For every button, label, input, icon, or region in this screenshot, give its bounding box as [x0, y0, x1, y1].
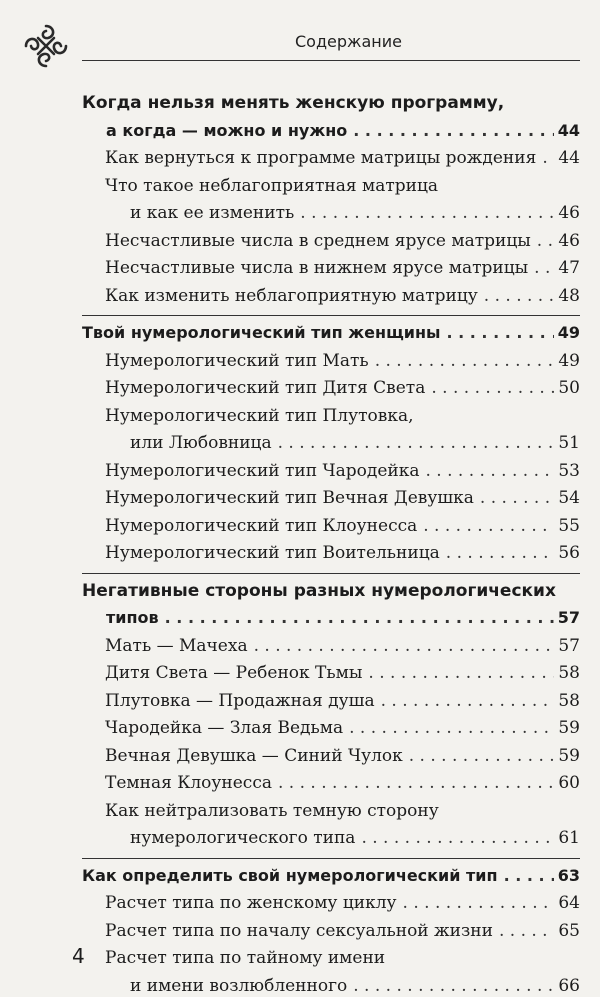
toc-entry: [105, 542, 580, 564]
section-entry: [82, 865, 580, 887]
dot-leader: [278, 772, 554, 794]
dot-leader: [480, 487, 554, 509]
section-title: Твой нумерологический тип женщины: [82, 323, 441, 342]
toc-entry: [105, 377, 580, 399]
dot-leader: [403, 892, 555, 914]
section-title-line: Когда нельзя менять женскую программу,: [82, 93, 505, 113]
toc-entry: [105, 690, 580, 712]
entry-title-line: Расчет типа по тайному имени: [105, 948, 386, 968]
section-title: Как определить свой нумерологический тип: [82, 865, 498, 885]
dot-leader: [426, 460, 555, 482]
entry-title: Нумерологический тип Вечная Девушка: [105, 488, 474, 508]
page-reference: 44: [557, 120, 580, 140]
section-title: а когда — можно и нужно: [106, 120, 348, 140]
page-reference: 47: [558, 258, 580, 278]
dot-leader: [431, 377, 554, 399]
entry-title: Расчет типа по женскому циклу: [105, 893, 397, 913]
dot-leader: [353, 120, 553, 142]
toc-entry: [105, 772, 580, 794]
dot-leader: [446, 322, 553, 344]
dot-leader: [300, 202, 554, 224]
dot-leader: [349, 717, 554, 739]
page-reference: 46: [558, 203, 580, 223]
page-reference: 57: [558, 635, 580, 656]
entry-title: Как изменить неблагоприятную матрицу: [105, 285, 478, 306]
page-reference: 58: [558, 663, 580, 683]
entry-title: и как ее изменить: [130, 203, 295, 223]
dot-leader: [165, 607, 554, 629]
dot-leader: [278, 432, 555, 454]
entry-title: Дитя Света — Ребенок Тьмы: [105, 663, 363, 683]
page-reference: 48: [558, 285, 580, 306]
entry-title: Нумерологический тип Дитя Света: [105, 378, 426, 398]
dot-leader: [353, 975, 554, 997]
page-reference: 55: [558, 515, 580, 536]
entry-title: или Любовница: [130, 433, 272, 453]
toc-entry: [105, 515, 580, 537]
dot-leader: [542, 147, 554, 169]
toc-entry: [130, 432, 580, 454]
page-reference: 60: [558, 773, 580, 793]
page-reference: 59: [558, 745, 580, 766]
dot-leader: [534, 257, 554, 279]
entry-title: и имени возлюбленного: [130, 975, 348, 996]
section-title: типов: [106, 608, 159, 627]
page-reference: 65: [558, 920, 580, 941]
entry-title: Мать — Мачеха: [105, 635, 248, 656]
toc-entry: [130, 975, 580, 997]
page-reference: 59: [558, 718, 580, 738]
entry-title: Нумерологический тип Клоунесса: [105, 515, 418, 536]
page-reference: 54: [558, 488, 580, 508]
dot-leader: [423, 515, 554, 537]
entry-title: Несчастливые числа в среднем ярусе матрицы: [105, 230, 531, 251]
page-reference: 46: [558, 230, 580, 251]
dot-leader: [499, 920, 554, 942]
dot-leader: [368, 662, 554, 684]
page-reference: 63: [557, 865, 580, 885]
section-entry: [82, 322, 580, 344]
toc-entry: [105, 717, 580, 739]
dot-leader: [504, 865, 554, 887]
toc-entry: [130, 827, 580, 849]
entry-title: Чародейка — Злая Ведьма: [105, 718, 344, 738]
header-rule: [82, 60, 580, 61]
dot-leader: [254, 635, 555, 657]
toc-entry: [105, 147, 580, 169]
celtic-ornament-icon: [20, 20, 72, 72]
page-reference: 53: [558, 460, 580, 481]
entry-title: Плутовка — Продажная душа: [105, 690, 375, 711]
section-entry: [106, 120, 580, 142]
toc-entry: [105, 892, 580, 914]
toc-entry: [105, 487, 580, 509]
page-reference: 50: [558, 378, 580, 398]
entry-title: Нумерологический тип Воительница: [105, 543, 440, 563]
dot-leader: [484, 285, 555, 307]
page-reference: 64: [558, 893, 580, 913]
page-number: 4: [72, 944, 85, 968]
page-reference: 66: [558, 975, 580, 996]
toc-entry: [105, 662, 580, 684]
entry-title: Как вернуться к программе матрицы рождения: [105, 148, 537, 168]
entry-title: Нумерологический тип Чародейка: [105, 460, 420, 481]
page-reference: 61: [558, 828, 580, 848]
page-reference: 51: [558, 433, 580, 453]
toc-entry: [130, 202, 580, 224]
dot-leader: [375, 350, 555, 372]
entry-title-line: Нумерологический тип Плутовка,: [105, 405, 414, 426]
toc-entry: [105, 285, 580, 307]
entry-title: Расчет типа по началу сексуальной жизни: [105, 920, 493, 941]
toc-entry: [105, 257, 580, 279]
section-title-line: Негативные стороны разных нумерологических: [82, 580, 556, 601]
dot-leader: [446, 542, 555, 564]
section-divider: [82, 315, 580, 316]
page-header: [20, 18, 580, 74]
toc-entry: [105, 745, 580, 767]
dot-leader: [537, 230, 555, 252]
toc-entry: [105, 350, 580, 372]
section-divider: [82, 858, 580, 859]
entry-title: Нумерологический тип Мать: [105, 350, 369, 371]
toc-entry: [105, 460, 580, 482]
section-divider: [82, 573, 580, 574]
running-header-title: Содержание: [295, 32, 402, 51]
entry-title: Вечная Девушка — Синий Чулок: [105, 745, 403, 766]
toc-entry: [105, 920, 580, 942]
page-reference: 58: [558, 690, 580, 711]
entry-title-line: Как нейтрализовать темную сторону: [105, 800, 439, 821]
dot-leader: [381, 690, 555, 712]
page-reference: 57: [557, 608, 580, 627]
toc-entry: [105, 230, 580, 252]
entry-title: нумерологического типа: [130, 828, 356, 848]
dot-leader: [409, 745, 555, 767]
page-reference: 44: [558, 148, 580, 168]
page-reference: 49: [557, 323, 580, 342]
toc-entry: [105, 635, 580, 657]
entry-title-line: Что такое неблагоприятная матрица: [105, 175, 439, 196]
page-reference: 56: [558, 543, 580, 563]
page-reference: 49: [558, 350, 580, 371]
section-entry: [106, 607, 580, 629]
dot-leader: [361, 827, 554, 849]
entry-title: Несчастливые числа в нижнем ярусе матрицы: [105, 258, 529, 278]
entry-title: Темная Клоунесса: [105, 773, 272, 793]
